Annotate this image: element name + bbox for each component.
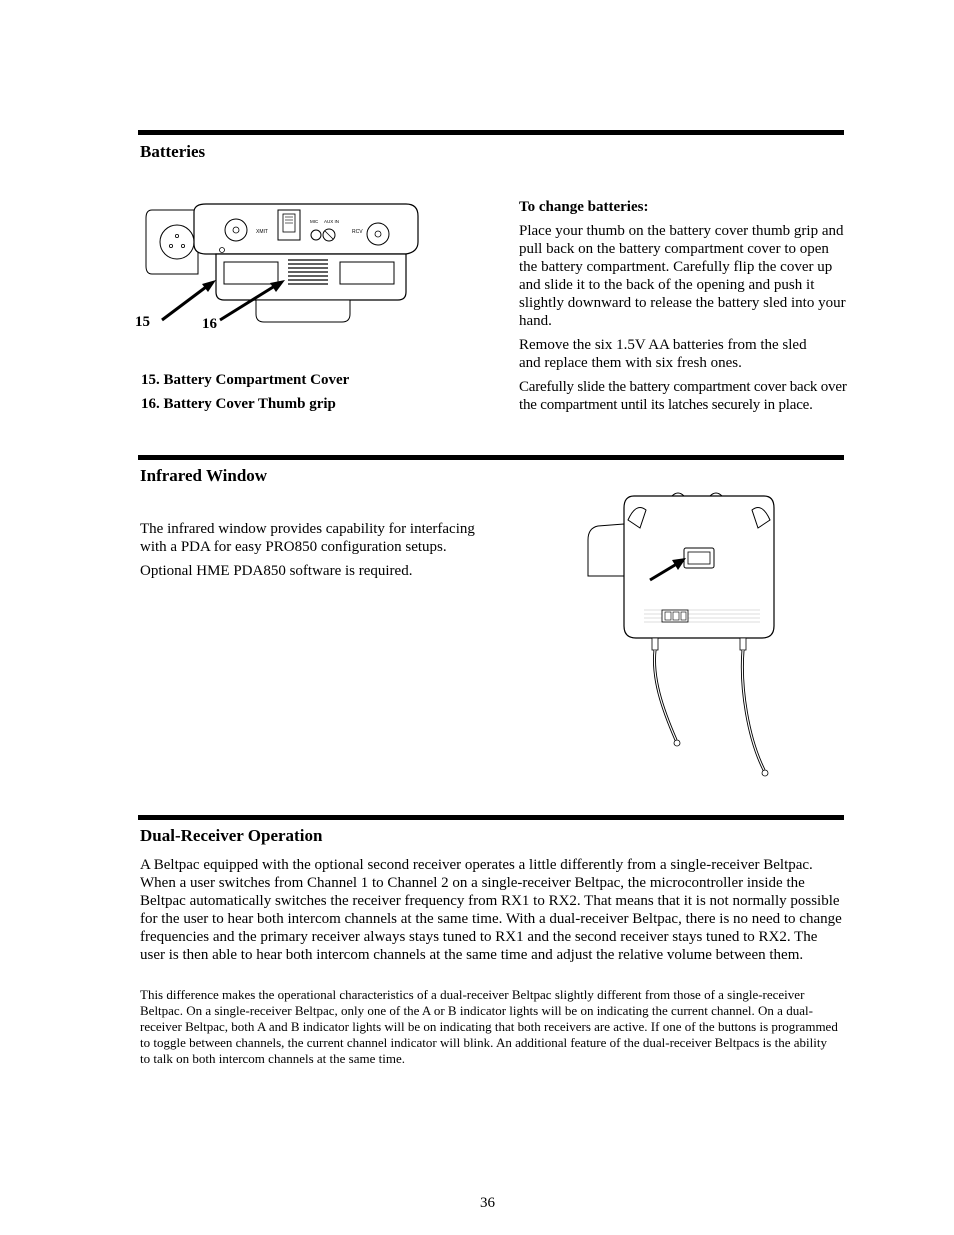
xmit-label: XMIT bbox=[256, 229, 268, 235]
legend-item-15: 15. Battery Compartment Cover bbox=[141, 372, 350, 388]
legend-item-16: 16. Battery Cover Thumb grip bbox=[141, 396, 336, 412]
page-number: 36 bbox=[480, 1195, 495, 1211]
dual-paragraph-1: A Beltpac equipped with the optional second receiver operates a little differently from a single-receiver Beltpac. When a user switches from Channel 1 to Channel 2 on a single-receiver Beltpac, the microcontroller inside the Beltpac automatically switches the receiver frequency from RX1 to RX2. That means that it is not normally possible for the user to hear both intercom channels at the same time. With a dual-receiver Beltpac, there is no need to change frequencies and the primary receiver always stays tuned to RX1 and the second receiver stays tuned to RX2. The user is then able to hear both intercom channels at the same time and adjust the relative volume between them. bbox=[140, 857, 842, 963]
heading-infrared-window: Infrared Window bbox=[140, 466, 268, 485]
infrared-paragraph-1: The infrared window provides capability for interfacing with a PDA for easy PRO850 configuration setups. bbox=[140, 521, 475, 555]
aux-in-label: AUX IN bbox=[324, 219, 340, 224]
infrared-paragraph-2: Optional HME PDA850 software is required. bbox=[140, 563, 413, 579]
section-rule-dual-receiver bbox=[138, 815, 844, 820]
mic-label: MIC bbox=[310, 219, 319, 224]
instructions-paragraph-2: Remove the six 1.5V AA batteries from the sled and replace them with six fresh ones. bbox=[519, 337, 807, 371]
rcv-label: RCV bbox=[352, 229, 363, 235]
callout-16: 16 bbox=[202, 316, 217, 332]
callout-15: 15 bbox=[135, 314, 150, 330]
dual-paragraph-2: This difference makes the operational characteristics of a dual-receiver Beltpac slightly different from those of a single-receiver Beltpac. On a single-receiver Beltpac, only one of the A or B indicator lights will be on indicating the current channel. On a dual-receiver Beltpac, both A and B indicator lights will be on indicating that both receivers are active. If one of the buttons is programmed to toggle between channels, the current channel indicator will blink. An additional feature of the dual-receiver Beltpacs is the ability to talk on both intercom channels at the same time. bbox=[140, 987, 838, 1066]
instructions-paragraph-3: Carefully slide the battery compartment cover back over the compartment until its latches securely in place. bbox=[519, 379, 847, 413]
beltpac-front-view-figure bbox=[580, 488, 780, 783]
instructions-title: To change batteries: bbox=[519, 199, 649, 215]
instructions-paragraph-1: Place your thumb on the battery cover thumb grip and pull back on the battery compartment cover to open the battery compartment. Carefully flip the cover up and slide it to the back of the opening and push it slightly downward to release the battery sled into your hand. bbox=[519, 223, 846, 329]
beltpac-top-view-figure bbox=[130, 196, 430, 336]
heading-batteries: Batteries bbox=[140, 142, 206, 161]
section-rule-batteries bbox=[138, 130, 844, 135]
heading-dual-receiver-operation: Dual-Receiver Operation bbox=[140, 826, 323, 845]
section-rule-infrared bbox=[138, 455, 844, 460]
